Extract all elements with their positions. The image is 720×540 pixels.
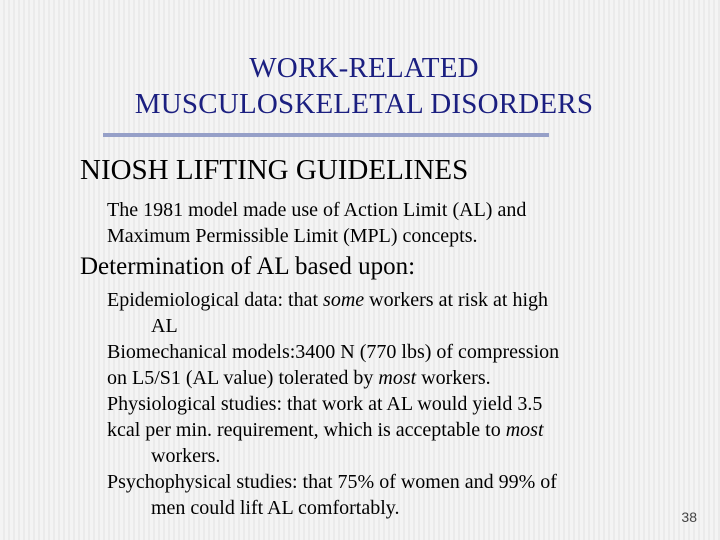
bullet-psychophysical-line-2: men could lift AL comfortably. bbox=[151, 497, 400, 519]
intro-text bbox=[107, 197, 526, 249]
bullet-biomechanical-line-1: Biomechanical models:3400 N (770 lbs) of compression bbox=[107, 341, 560, 363]
section-heading: NIOSH LIFTING GUIDELINES bbox=[80, 154, 469, 186]
bullet-text: workers. bbox=[416, 367, 491, 389]
bullet-biomechanical-line-2 bbox=[107, 365, 559, 391]
page-number: 38 bbox=[681, 509, 697, 525]
bullet-psychophysical-line-1: Psychophysical studies: that 75% of women and 99% of bbox=[107, 471, 557, 493]
subsection-heading: Determination of AL based upon: bbox=[80, 253, 416, 280]
bullet-physiological-line-1: Physiological studies: that work at AL would yield 3.5 bbox=[107, 393, 543, 415]
bullet-text: kcal per min. requirement, which is acceptable to bbox=[107, 419, 506, 441]
bullet-text: Epidemiological data: that bbox=[107, 289, 324, 311]
intro-line-1: The 1981 model made use of Action Limit (AL) and bbox=[107, 199, 527, 221]
bullet-text: on L5/S1 (AL value) tolerated by bbox=[107, 367, 379, 389]
intro-line-2: Maximum Permissible Limit (MPL) concepts. bbox=[107, 225, 478, 247]
bullet-list bbox=[107, 287, 559, 521]
bullet-emphasis: most bbox=[378, 367, 417, 389]
bullet-epidemiological-line-2: AL bbox=[151, 315, 178, 337]
title-divider bbox=[103, 133, 549, 137]
title-line-1: WORK-RELATED bbox=[249, 52, 479, 84]
bullet-text: workers at risk at high bbox=[364, 289, 549, 311]
bullet-epidemiological-line-1 bbox=[107, 287, 559, 313]
title-line-2: MUSCULOSKELETAL DISORDERS bbox=[134, 88, 594, 120]
bullet-physiological-line-3: workers. bbox=[151, 445, 221, 467]
bullet-emphasis: most bbox=[505, 419, 544, 441]
slide-title bbox=[0, 50, 720, 122]
bullet-emphasis: some bbox=[323, 289, 365, 311]
bullet-physiological-line-2 bbox=[107, 417, 559, 443]
